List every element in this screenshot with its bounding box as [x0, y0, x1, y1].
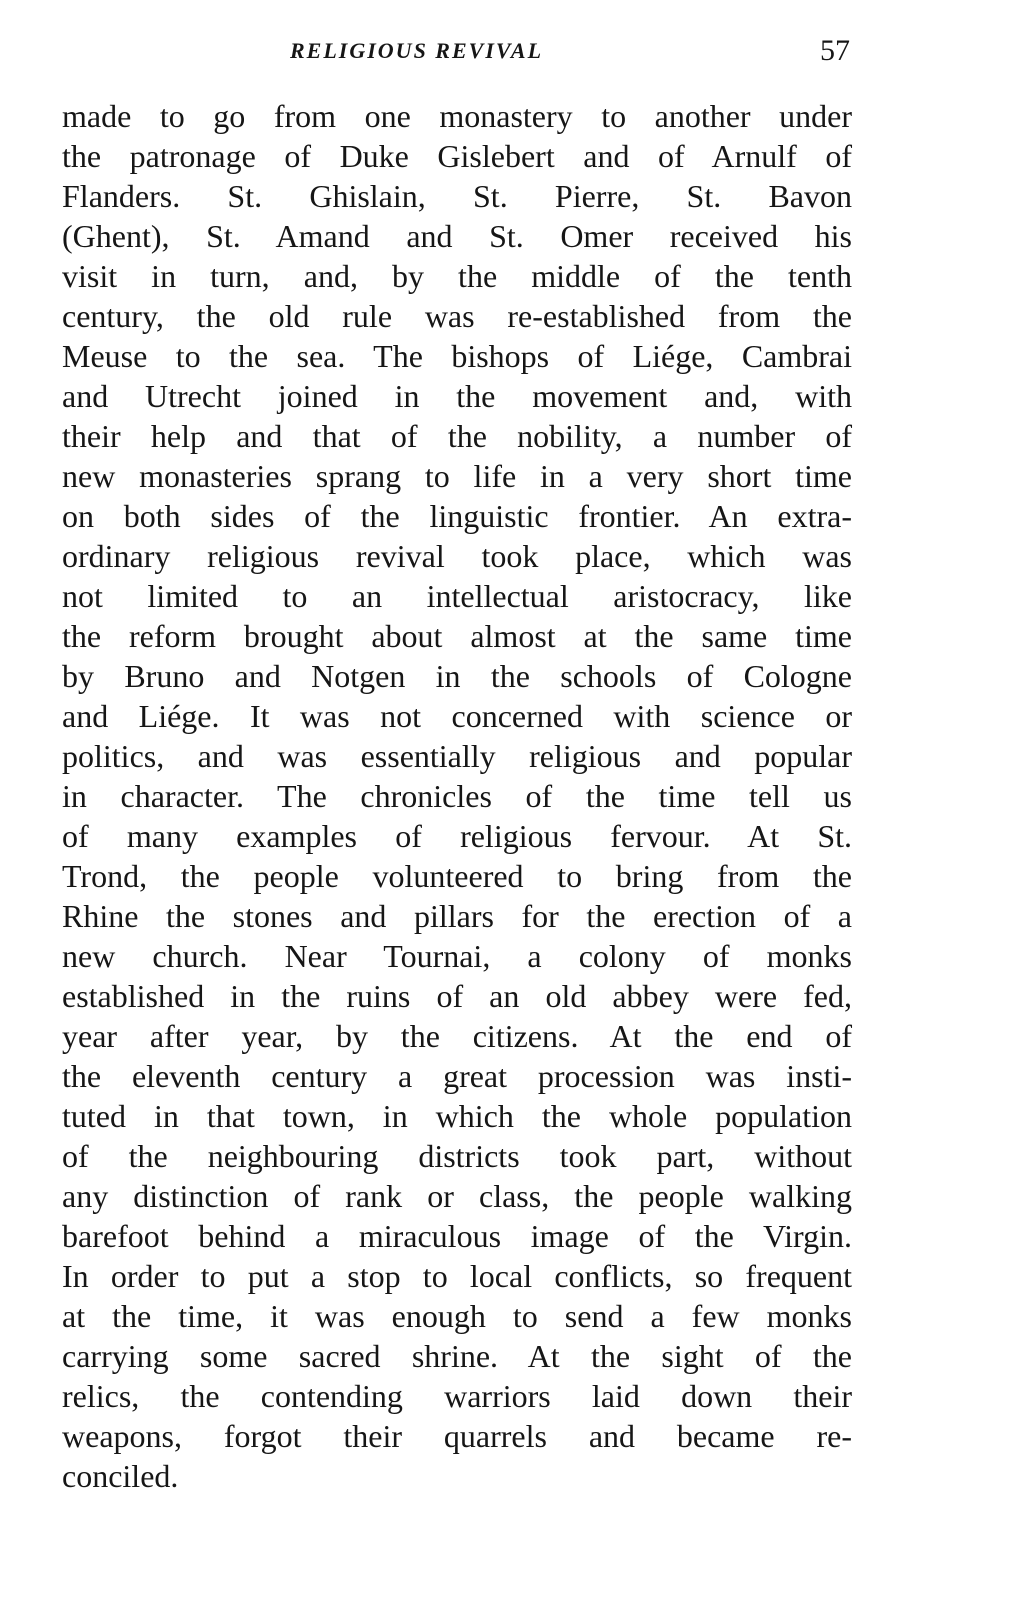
text-line: barefoot behind a miraculous image of the Virgin.	[62, 1218, 852, 1254]
text-line: tuted in that town, in which the whole population	[62, 1098, 852, 1134]
text-line: carrying some sacred shrine. At the sight of the	[62, 1338, 852, 1374]
text-line: new monasteries sprang to life in a very short time	[62, 458, 852, 494]
text-line: established in the ruins of an old abbey were fed,	[62, 978, 852, 1014]
text-line: ordinary religious revival took place, which was	[62, 538, 852, 574]
text-line: made to go from one monastery to another under	[62, 98, 852, 134]
text-line: at the time, it was enough to send a few monks	[62, 1298, 852, 1334]
text-line: Trond, the people volunteered to bring from the	[62, 858, 852, 894]
text-line: Rhine the stones and pillars for the erection of a	[62, 898, 852, 934]
text-line: the patronage of Duke Gislebert and of Arnulf of	[62, 138, 852, 174]
text-line: and Utrecht joined in the movement and, with	[62, 378, 852, 414]
text-line: in character. The chronicles of the time tell us	[62, 778, 852, 814]
text-line: (Ghent), St. Amand and St. Omer received his	[62, 218, 852, 254]
body-paragraph	[62, 96, 852, 1496]
text-line: their help and that of the nobility, a number of	[62, 418, 852, 454]
text-line: of many examples of religious fervour. At St.	[62, 818, 852, 854]
text-line: of the neighbouring districts took part, without	[62, 1138, 852, 1174]
text-line: politics, and was essentially religious and popular	[62, 738, 852, 774]
text-line: the eleventh century a great procession was insti-	[62, 1058, 852, 1094]
text-line: weapons, forgot their quarrels and became re-	[62, 1418, 852, 1454]
text-line: by Bruno and Notgen in the schools of Cologne	[62, 658, 852, 694]
text-line: year after year, by the citizens. At the end of	[62, 1018, 852, 1054]
text-line: visit in turn, and, by the middle of the tenth	[62, 258, 852, 294]
text-line: not limited to an intellectual aristocracy, like	[62, 578, 852, 614]
text-line: Meuse to the sea. The bishops of Liége, Cambrai	[62, 338, 852, 374]
running-head	[62, 34, 850, 74]
text-line: on both sides of the linguistic frontier. An extra-	[62, 498, 852, 534]
text-line: new church. Near Tournai, a colony of monks	[62, 938, 852, 974]
text-line: relics, the contending warriors laid down their	[62, 1378, 852, 1414]
page-number: 57	[820, 34, 850, 67]
running-title: RELIGIOUS REVIVAL	[290, 38, 544, 63]
text-line: conciled.	[62, 1458, 179, 1494]
text-line: and Liége. It was not concerned with science or	[62, 698, 852, 734]
text-line: the reform brought about almost at the same time	[62, 618, 852, 654]
text-line: century, the old rule was re-established from the	[62, 298, 852, 334]
text-line: any distinction of rank or class, the people walking	[62, 1178, 852, 1214]
text-line: Flanders. St. Ghislain, St. Pierre, St. Bavon	[62, 178, 852, 214]
text-line: In order to put a stop to local conflicts, so frequent	[62, 1258, 852, 1294]
